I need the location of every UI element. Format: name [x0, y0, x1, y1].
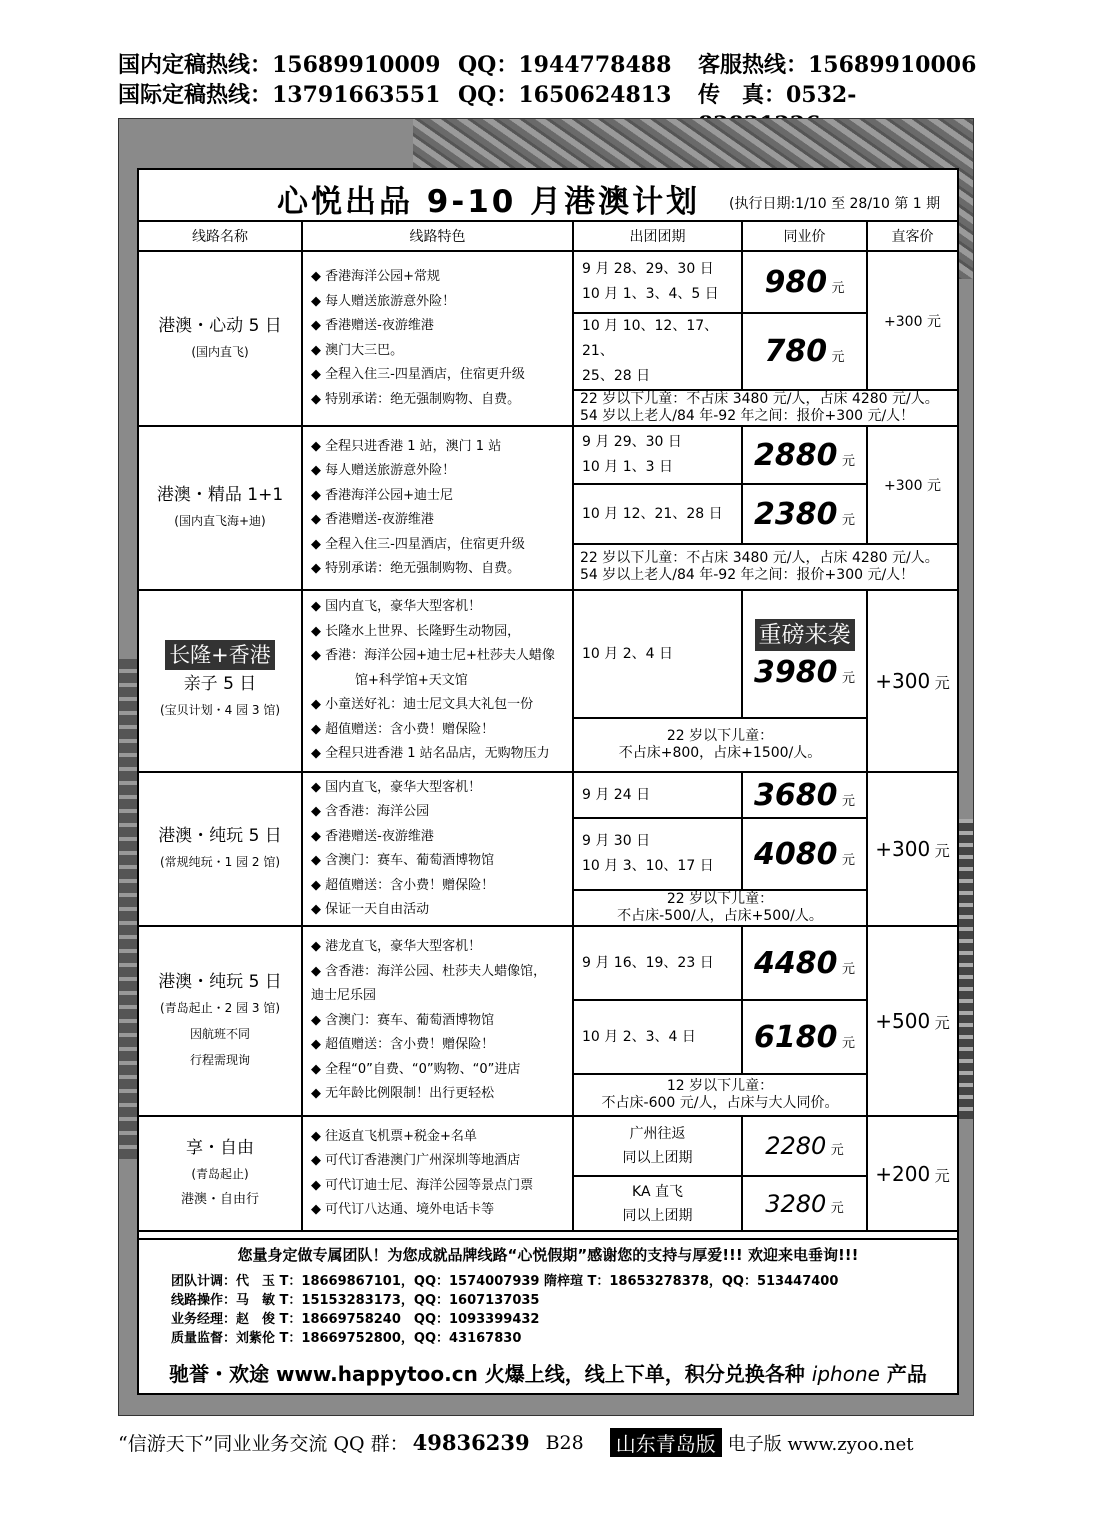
list-item: ◆ 特别承诺：绝无强制购物、自费。 [311, 561, 521, 576]
list-item: ◆ 全程只进香港 1 站名品店，无购物压力 [311, 746, 550, 762]
list-item: ◆ 可代订八达通、境外电话卡等 [311, 1202, 495, 1217]
contact-footer [139, 1238, 957, 1395]
list-item: ◆ 含澳门：赛车、葡萄酒博物馆 [311, 853, 495, 868]
col-header: 直客价 [867, 222, 957, 251]
list-item: ◆ 长隆水上世界、长隆野生动物园， [311, 623, 521, 639]
qq-group-number: 49836239 [412, 1430, 530, 1455]
list-item: 团队计调：代 玉 T：18669867101，QQ：1574007939 隋梓瑄 T：18653278378，QQ：513447400 [171, 1274, 839, 1289]
list-item: ◆ 含香港：海洋公园、杜莎夫人蜡像馆， [311, 963, 547, 979]
col-header: 出团团期 [573, 222, 742, 251]
col-header: 线路特色 [302, 222, 573, 251]
departure-dates: 10 月 2、3、4 日 [573, 1000, 742, 1074]
col-header: 同业价 [742, 222, 867, 251]
departure-dates: 10 月 10、12、17、21、 25、28 日 [573, 313, 742, 390]
service-hotline: 客服热线：15689910006 [698, 52, 977, 78]
route-name: 享・自由 [186, 1137, 254, 1158]
direct-price: +300 元 [867, 590, 957, 772]
price-notes: 22 岁以下儿童：不占床 3480 元/人，占床 4280 元/人。 54 岁以上老人/84 年-92 年之间：报价+300 元/人！ [573, 390, 957, 426]
list-item: ◆ 可代订香港澳门广州深圳等地酒店 [311, 1153, 521, 1168]
qq-2: QQ：1650624813 [458, 82, 672, 108]
route-features [302, 590, 573, 772]
trade-price: 2380 元 [742, 484, 867, 544]
route-name-cell: 享・自由 (青岛起止) 港澳・自由行 [139, 1116, 302, 1231]
list-item: 业务经理：赵 俊 T：18669758240 QQ：1093399432 [171, 1312, 540, 1327]
list-item: ◆ 港龙直飞，豪华大型客机！ [311, 939, 482, 955]
route-name-cell [139, 772, 302, 926]
list-item: ◆ 香港赠送-夜游维港 [311, 512, 434, 527]
background-city-left [119, 659, 139, 1159]
list-item: 迪士尼乐园 [311, 988, 377, 1004]
list-item: ◆ 香港：海洋公园+迪士尼+杜莎夫人蜡像 [311, 648, 555, 664]
direct-price: +300 元 [867, 772, 957, 926]
list-item: ◆ 含澳门：赛车、葡萄酒博物馆 [311, 1012, 495, 1028]
international-hotline: 国际定稿热线：13791663551 [118, 82, 441, 108]
route-sub: (青岛起止・2 园 3 馆) [159, 1001, 281, 1015]
direct-price: +200 元 [867, 1116, 957, 1231]
route-name: 港澳・心动 5 日 [158, 315, 282, 336]
route-name-cell [139, 426, 302, 590]
list-item: ◆ 每人赠送旅游意外险！ [311, 293, 456, 309]
table-row [139, 426, 957, 484]
list-item: ◆ 可代订迪士尼、海洋公园等景点门票 [311, 1177, 534, 1193]
route-name-cell [139, 590, 302, 772]
table-row [139, 590, 957, 718]
list-item: ◆ 超值赠送：含小费！赠保险！ [311, 1037, 495, 1053]
route-sub: (宝贝计划・4 园 3 馆) [159, 702, 281, 717]
route-name: 港澳・精品 1+1 [156, 485, 284, 505]
price-notes: 12 岁以下儿童： 不占床-600 元/人，占床与大人同价。 [573, 1074, 867, 1116]
validity-dates: (执行日期:1/10 至 28/10 第 1 期 [729, 196, 941, 212]
fax: 传 真：0532- [698, 82, 857, 108]
route-sub: (国内直飞) [191, 344, 249, 359]
list-item: ◆ 国内直飞，豪华大型客机！ [311, 599, 482, 615]
list-item: ◆ 香港赠送-夜游维港 [311, 318, 434, 333]
list-item: ◆ 香港海洋公园+常规 [311, 269, 441, 284]
route-features [302, 1116, 573, 1231]
bottom-bar [118, 1428, 978, 1457]
route-sub: (常规纯玩・1 园 2 馆) [159, 855, 281, 869]
list-item: ◆ 保证一天自由活动 [311, 902, 430, 917]
departure-option: 广州往返 同以上团期 [573, 1116, 742, 1176]
list-item: ◆ 无年龄比例限制！出行更轻松 [311, 1086, 495, 1102]
route-name: 港澳・纯玩 5 日 [158, 972, 282, 992]
departure-dates: 9 月 16、19、23 日 [573, 926, 742, 1000]
route-name-cell: 港澳・纯玩 5 日 (青岛起止・2 园 3 馆) 因航班不同 行程需现询 [139, 926, 302, 1116]
route-name: 亲子 5 日 [183, 673, 257, 694]
direct-price: +300 元 [867, 426, 957, 544]
departure-dates: 9 月 29、30 日 10 月 1、3 日 [573, 426, 742, 484]
list-item: ◆ 含香港：海洋公园 [311, 804, 430, 819]
list-item: ◆ 超值赠送：含小费！赠保险！ [311, 721, 495, 737]
qq-1: QQ：1944778488 [458, 52, 672, 78]
e-edition-link[interactable]: 电子版 www.zyoo.net [727, 1433, 914, 1455]
route-name: 港澳・纯玩 5 日 [158, 826, 282, 846]
list-item: ◆ 香港赠送-夜游维港 [311, 828, 434, 844]
price-notes: 22 岁以下儿童：不占床 3480 元/人，占床 4280 元/人。 54 岁以上老人/84 年-92 年之间：报价+300 元/人！ [573, 544, 957, 590]
itinerary-panel [137, 168, 959, 1395]
route-features [302, 251, 573, 426]
trade-price: 重磅来袭 3980 元 [742, 590, 867, 718]
direct-price: +500 元 [867, 926, 957, 1116]
route-features [302, 926, 573, 1116]
list-item: ◆ 全程入住三-四星酒店，住宿更升级 [311, 536, 525, 552]
departure-dates: 9 月 28、29、30 日 10 月 1、3、4、5 日 [573, 251, 742, 313]
departure-option: KA 直飞 同以上团期 [573, 1176, 742, 1231]
departure-dates: 9 月 30 日 10 月 3、10、17 日 [573, 818, 742, 890]
list-item: ◆ 小童送好礼：迪士尼文具大礼包一份 [311, 697, 534, 713]
trade-price: 2280 元 [742, 1116, 867, 1176]
trade-price: 6180 元 [742, 1000, 867, 1074]
title-bar [139, 170, 957, 222]
trade-price: 3280 元 [742, 1176, 867, 1231]
route-table [139, 222, 957, 1232]
domestic-hotline: 国内定稿热线：15689910009 [118, 52, 441, 78]
page-title: 心悦出品 9-10 月港澳计划 [277, 184, 701, 220]
list-item: 质量监督：刘紫伦 T：18669752800，QQ：43167830 [171, 1331, 522, 1346]
website-promo: 驰誉・欢途 www.happytoo.cn 火爆上线，线上下单，积分兑换各种 iphone 产品 [169, 1362, 927, 1386]
table-row [139, 251, 957, 313]
list-item: ◆ 全程入住三-四星酒店，住宿更升级 [311, 367, 525, 382]
departure-dates: 10 月 12、21、28 日 [573, 484, 742, 544]
route-sub: (国内直飞海+迪) [174, 514, 266, 528]
direct-price: +300 元 [867, 251, 957, 390]
list-item: ◆ 全程“0”自费、“0”购物、“0”进店 [311, 1061, 521, 1077]
price-notes: 22 岁以下儿童： 不占床+800，占床+1500/人。 [573, 718, 867, 772]
edition-badge: 山东青岛版 [610, 1428, 722, 1457]
list-item: ◆ 特别承诺：绝无强制购物、自费。 [311, 391, 521, 407]
price-notes: 22 岁以下儿童： 不占床-500/人，占床+500/人。 [573, 890, 867, 926]
table-header [139, 222, 957, 251]
trade-price: 4080 元 [742, 818, 867, 890]
route-features [302, 772, 573, 926]
route-highlight: 长隆+香港 [165, 640, 275, 670]
contact-list [171, 1272, 838, 1348]
departure-dates: 9 月 24 日 [573, 772, 742, 818]
slogan: 您量身定做专属团队！为您成就品牌线路“心悦假期”感谢您的支持与厚爱!!! 欢迎来电垂询!!! [237, 1246, 859, 1264]
trade-price: 2880 元 [742, 426, 867, 484]
col-header: 线路名称 [139, 222, 302, 251]
list-item: ◆ 每人赠送旅游意外险！ [311, 463, 456, 478]
page-number: B28 [545, 1431, 584, 1454]
list-item: ◆ 全程只进香港 1 站，澳门 1 站 [311, 438, 502, 454]
departure-dates: 10 月 2、4 日 [573, 590, 742, 718]
list-item: ◆ 国内直飞，豪华大型客机！ [311, 779, 482, 795]
qq-group-label: “信游天下”同业业务交流 QQ 群： [118, 1433, 409, 1455]
trade-price: 780 元 [742, 313, 867, 390]
list-item: 线路操作：马 敏 T：15153283173，QQ：1607137035 [171, 1293, 540, 1308]
trade-price: 4480 元 [742, 926, 867, 1000]
list-item: 馆+科学馆+天文馆 [355, 672, 468, 688]
trade-price: 3680 元 [742, 772, 867, 818]
trade-price: 980 元 [742, 251, 867, 313]
route-name-cell [139, 251, 302, 426]
route-features [302, 426, 573, 590]
list-item: ◆ 超值赠送：含小费！赠保险！ [311, 877, 495, 893]
table-row [139, 926, 957, 1000]
list-item: ◆ 澳门大三巴。 [311, 342, 404, 358]
table-row [139, 772, 957, 818]
table-row [139, 1116, 957, 1176]
promo-badge: 重磅来袭 [755, 619, 855, 651]
list-item: ◆ 往返直飞机票+税金+名单 [311, 1128, 477, 1144]
list-item: ◆ 香港海洋公园+迪士尼 [311, 487, 454, 503]
route-sub: (青岛起止) [191, 1166, 249, 1181]
